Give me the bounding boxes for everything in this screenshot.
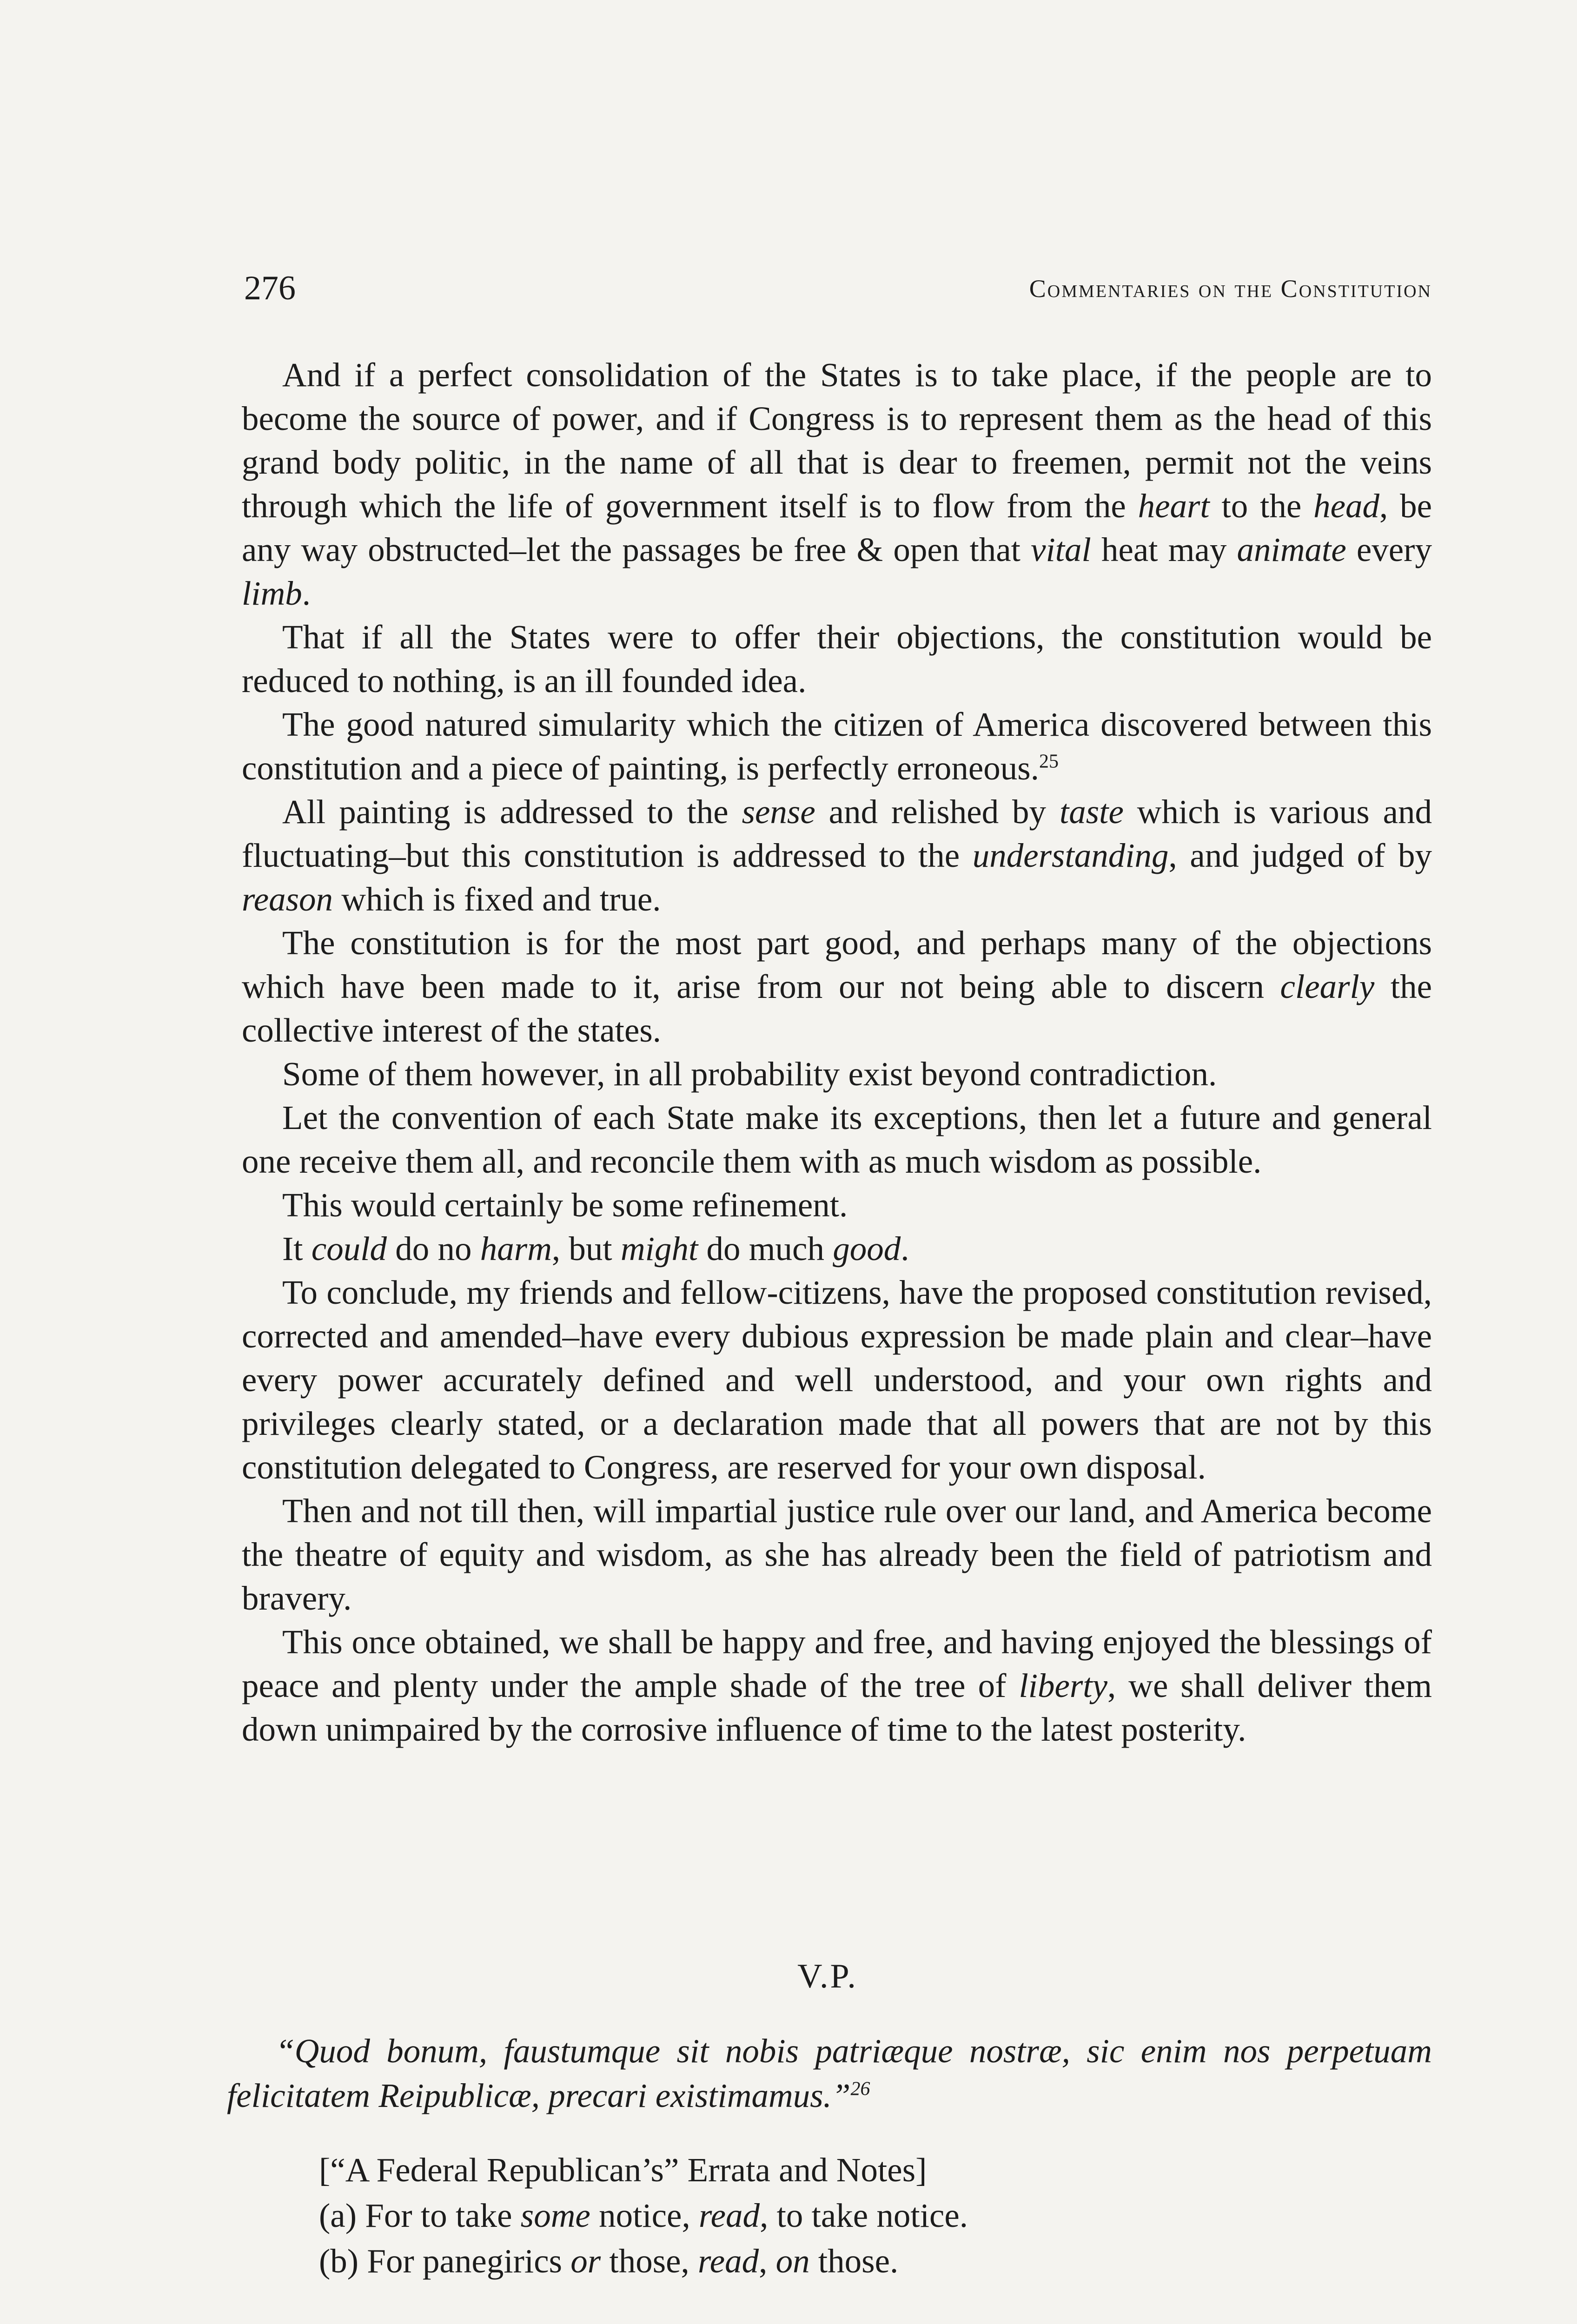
paragraph-5: The constitution is for the most part good, and perhaps many of the objections which have been made to it, arise from our not being able to discern clearly the collective interest of the states. bbox=[242, 924, 1432, 1049]
paragraph-11: Then and not till then, will impartial justice rule over our land, and America become the theatre of equity and wisdom, as she has already been the field of patriotism and bravery. bbox=[242, 1492, 1432, 1617]
paragraph-2: That if all the States were to offer their objections, the constitution would be reduced to nothing, is an ill founded idea. bbox=[242, 618, 1432, 700]
errata-line-b: (b) For panegirics or those, read, on those. bbox=[319, 2242, 899, 2280]
footnote-marker-25: 25 bbox=[1039, 751, 1059, 772]
errata-section bbox=[319, 2147, 1435, 2284]
paragraph-7: Let the convention of each State make its exceptions, then let a future and general one receive them all, and reconcile them with as much wisdom as possible. bbox=[242, 1099, 1432, 1180]
paragraph-4: All painting is addressed to the sense and relished by taste which is various and fluctuating–but this constitution is addressed to the understanding, and judged of by reason which is fixed and true. bbox=[242, 793, 1432, 918]
errata-heading: [“A Federal Republican’s” Errata and Notes] bbox=[319, 2151, 927, 2189]
paragraph-8: This would certainly be some refinement. bbox=[282, 1186, 848, 1224]
running-head: Commentaries on the Constitution bbox=[1029, 275, 1432, 303]
page-number: 276 bbox=[244, 269, 296, 307]
footnote-marker-26: 26 bbox=[850, 2078, 870, 2100]
signature: V.P. bbox=[797, 1957, 858, 1995]
paragraph-1: And if a perfect consolidation of the States is to take place, if the people are to become the source of power, and if Congress is to represent them as the head of this grand body politic, in the name of all that is dear to freemen, permit not the veins through which the life of government itself is to flow from the heart to the head, be any way obstructed–let the passages be free & open that vital heat may animate every limb. bbox=[242, 356, 1432, 612]
paragraph-6: Some of them however, in all probability exist beyond contradiction. bbox=[282, 1055, 1217, 1093]
errata-line-a: (a) For to take some notice, read, to take notice. bbox=[319, 2197, 968, 2234]
latin-motto: “Quod bonum, faustumque sit nobis patriæque nostræ, sic enim nos perpetuam felicitatem Reipublicæ, precari existimamus.”$^{26}$ bbox=[227, 2032, 1432, 2114]
paragraph-9: It could do no harm, but might do much good. bbox=[282, 1230, 909, 1268]
body-text bbox=[242, 353, 1432, 1751]
paragraph-3: The good natured simularity which the citizen of America discovered between this constitution and a piece of painting, is perfectly erroneous.$^{25}$ bbox=[242, 706, 1432, 787]
paragraph-12: This once obtained, we shall be happy and free, and having enjoyed the blessings of peace and plenty under the ample shade of the tree of liberty, we shall deliver them down unimpaired by the corrosive influence of time to the latest posterity. bbox=[242, 1623, 1432, 1748]
page-header bbox=[244, 260, 1432, 311]
paragraph-10: To conclude, my friends and fellow-citizens, have the proposed constitution revised, corrected and amended–have every dubious expression be made plain and clear–have every power accurately defined and well understood, and your own rights and privileges clearly stated, or a declaration made that all powers that are not by this constitution delegated to Congress, are reserved for your own disposal. bbox=[242, 1274, 1432, 1486]
